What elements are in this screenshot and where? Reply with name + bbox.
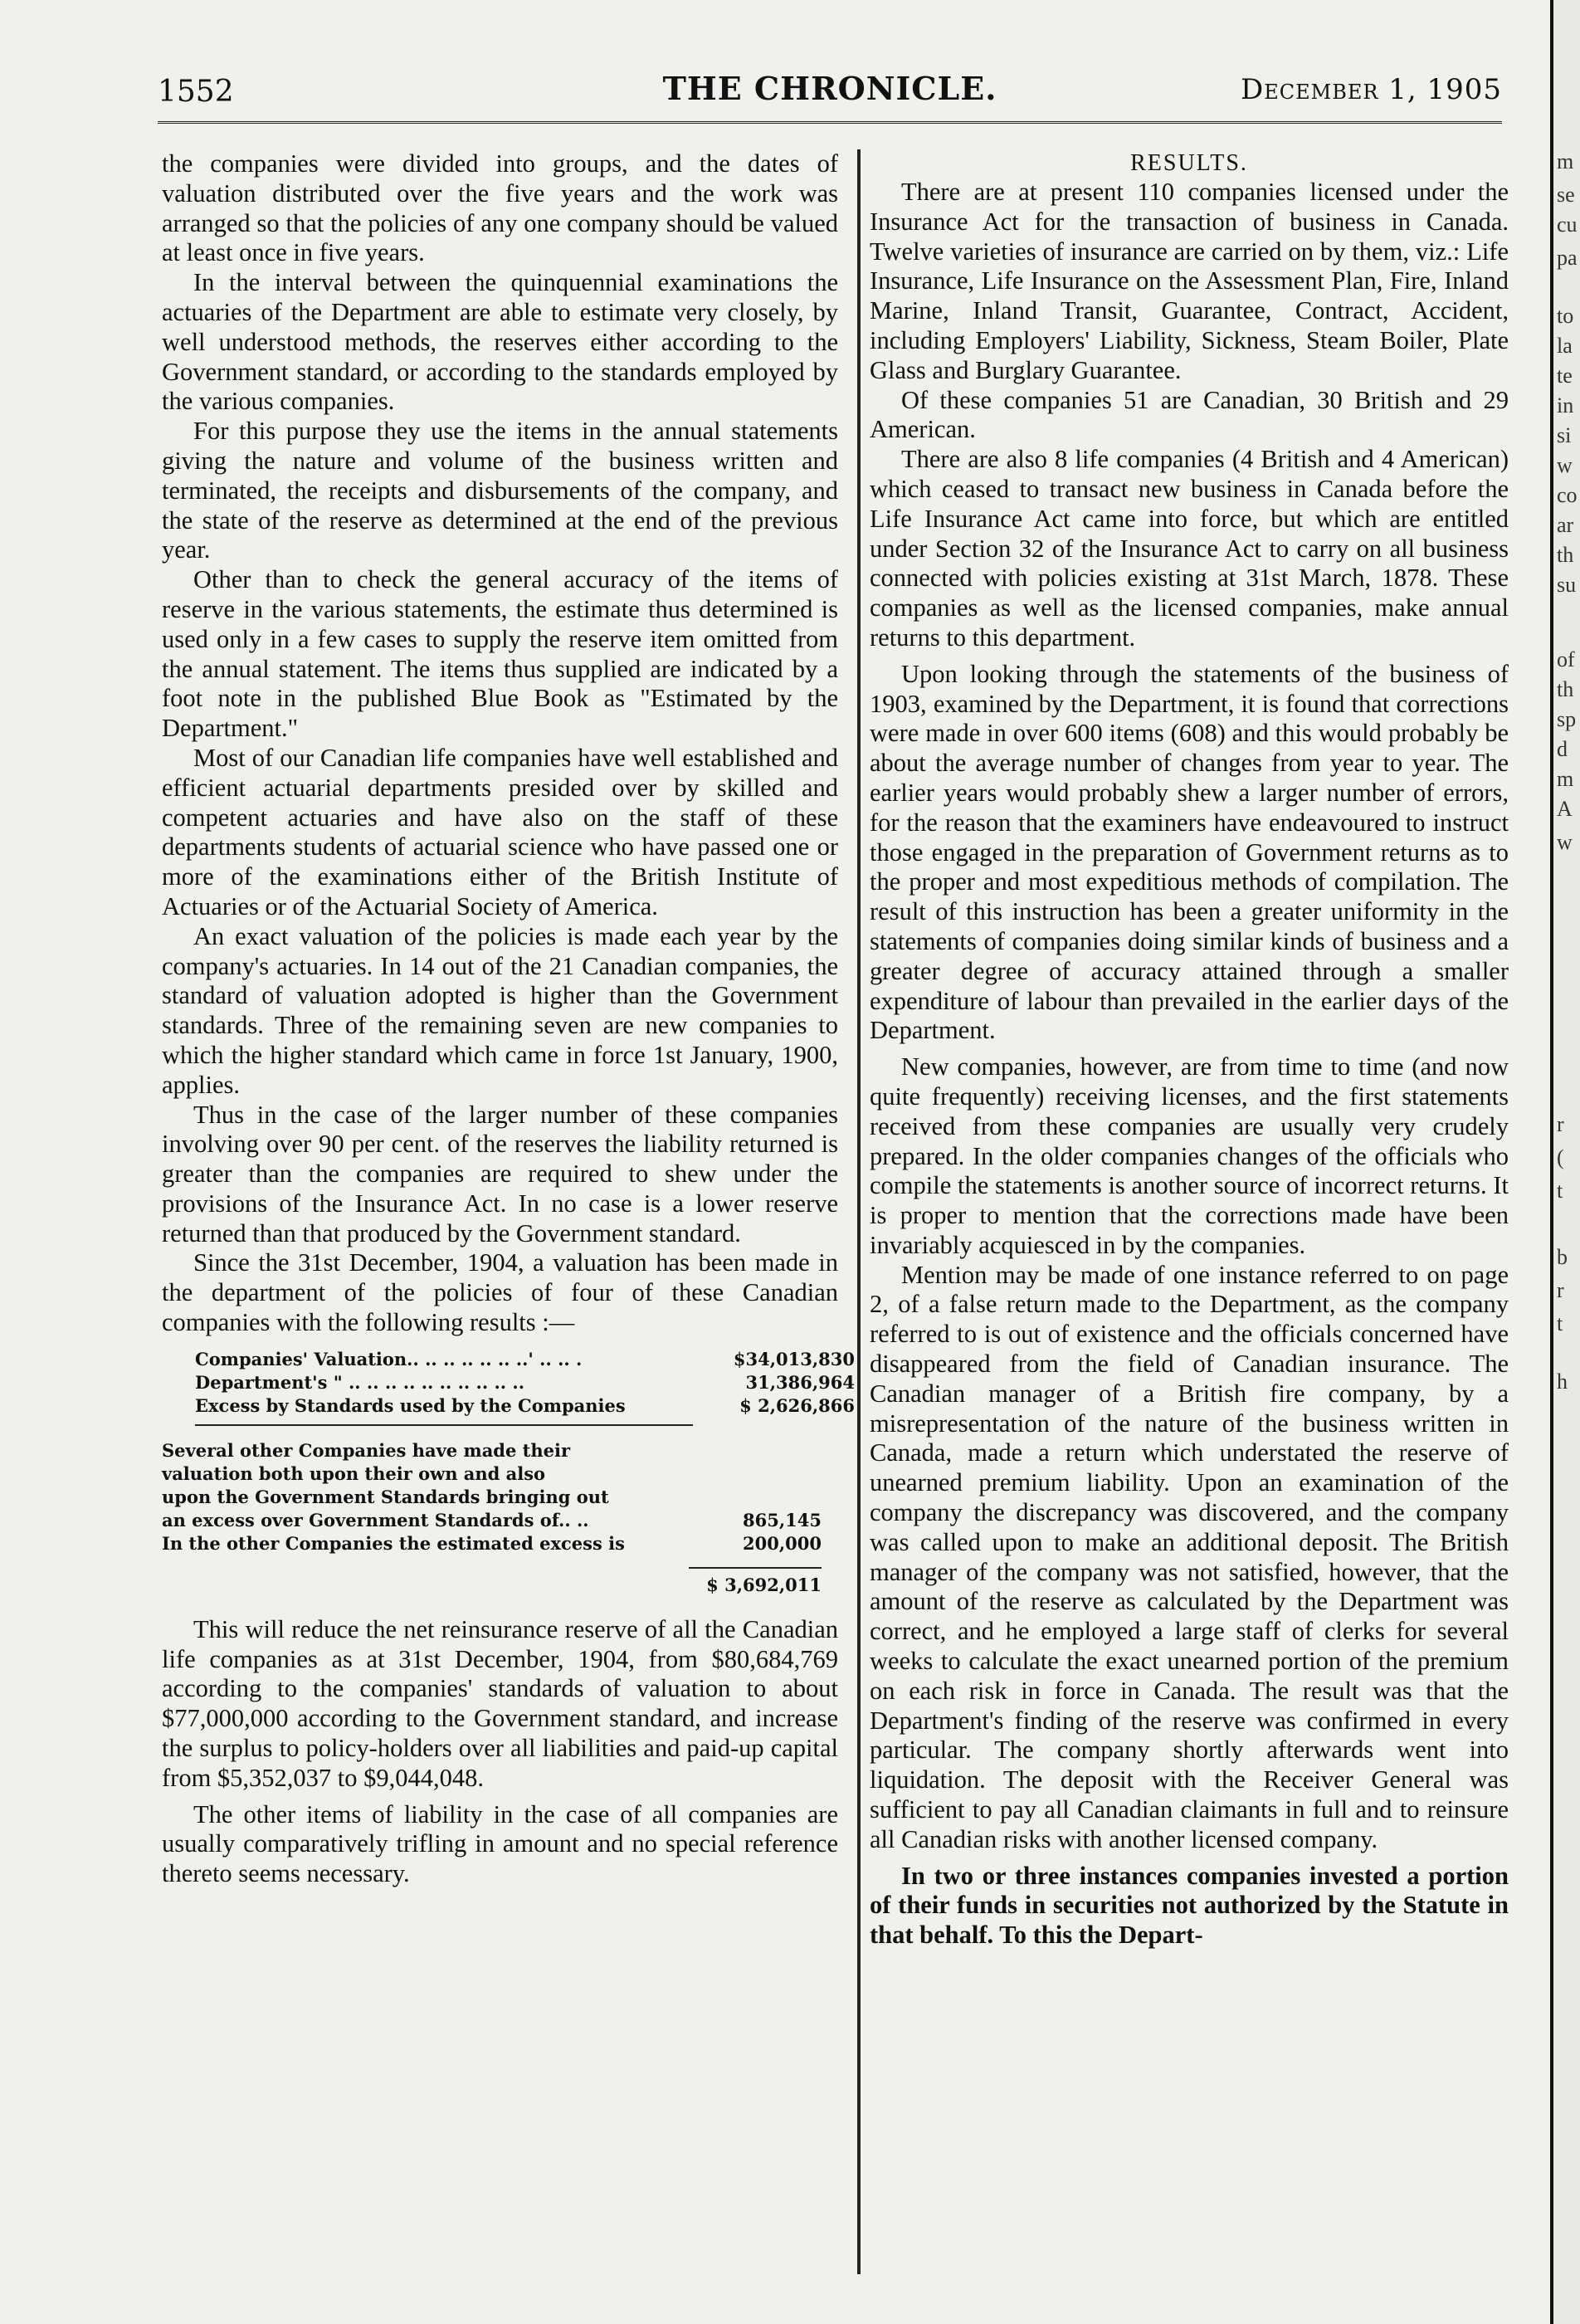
paragraph: There are also 8 life companies (4 British and 4 American) which ceased to transact new business in Canada before the Life Insurance Act came into force, but which are entitled under Section 32 of the Insurance Act to carry on all business connected with policies existing at 31st March, 1878. These companies as well as the licensed companies, make annual returns to this department. (870, 445, 1509, 652)
adjacent-page-fragment: in (1557, 393, 1574, 417)
right-column (870, 149, 1509, 1950)
paragraph: Thus in the case of the larger number of these companies involving over 90 per cent. of the reserves the liability returned is greater than the companies are required to shew under the provisions of the Insurance Act. In no case is a lower reserve returned than that produced by the Government standard. (162, 1100, 838, 1247)
paragraph: For this purpose they use the items in the annual statements giving the nature and volume of the business written and terminated, the receipts and disbursements of the company, and the state of the reserve as determined at the end of the previous year. (162, 417, 838, 564)
table-total: $ 3,692,011 (706, 1574, 822, 1595)
paragraph: Upon looking through the statements of the business of 1903, examined by the Department, it is found that corrections were made in over 600 items (608) and this would probably be about the average number of changes from year to year. The earlier years would probably shew a larger number of errors, for the reason that the examiners have endeavoured to instruct those engaged in the preparation of Government returns as to the proper and most expeditious methods of compilation. The result of this instruction has been a greater uniformity in the statements of companies doing similar kinds of business and a greater degree of accuracy attained through a smaller expenditure of labour than prevailed in the earlier days of the Department. (870, 659, 1509, 1045)
paragraph: This will reduce the net reinsurance reserve of all the Canadian life companies as at 31st December, 1904, from $80,684,769 according to the companies' standards of valuation to about $77,000,000 according to the Government standard, and increase the surplus to policy-holders over all liabilities and paid-up capital from $5,352,037 to $9,044,048. (162, 1614, 838, 1792)
adjacent-page-fragment: th (1557, 677, 1574, 701)
adjacent-page-fragment: r (1557, 1112, 1564, 1136)
adjacent-page-edge (1550, 0, 1580, 2324)
adjacent-page-fragment: se (1557, 183, 1575, 207)
table-line: Several other Companies have made their (162, 1439, 571, 1461)
paragraph: the companies were divided into groups, and the dates of valuation distributed over the five years and the work was arranged so that the policies of any one company should be valued at least once in five years. (162, 149, 838, 267)
paragraph: The other items of liability in the case of all companies are usually comparatively trifling in amount and no special reference thereto seems necessary. (162, 1799, 838, 1888)
adjacent-page-fragment: pa (1557, 246, 1578, 270)
page-header (158, 66, 1502, 116)
column-divider (857, 149, 861, 2274)
adjacent-page-fragment: t (1557, 1311, 1563, 1335)
paragraph: Mention may be made of one instance referred to on page 2, of a false return made to the Department, as the company referred to is out of existence and the officials concerned have disappeared from the field of Canadian insurance. The Canadian manager of a British fire company, by a misrepresentation of the nature of the business written in Canada, made a return which understated the reserve of unearned premium liability. Upon an examination of the company the discrepancy was discovered, and the company was called upon to make an additional deposit. The British manager of the company was not satisfied, however, that the amount of the reserve as calculated by the Department was correct, and he employed a large staff of clerks for several weeks to calculate the exact unearned portion of the premium on each risk in force in Canada. The result was that the Department's finding of the reserve was confirmed in every particular. The company shortly afterwards went into liquidation. The deposit with the Receiver General was sufficient to pay all Canadian claimants in full and to reinsure all Canadian risks with another licensed company. (870, 1260, 1509, 1853)
adjacent-page-fragment: b (1557, 1245, 1568, 1269)
adjacent-page-fragment: m (1557, 149, 1574, 173)
paragraph: Other than to check the general accuracy of the items of reserve in the various statements, the estimate thus determined is used only in a few cases to supply the reserve item omitted from the annual statement. The items thus supplied are indicated by a foot note in the published Blue Book as "Estimated by the Department." (162, 565, 838, 743)
adjacent-page-fragment: w (1557, 830, 1573, 854)
adjacent-page-fragment: ( (1557, 1145, 1564, 1169)
section-heading: RESULTS. (1130, 150, 1248, 176)
table-row: Companies' Valuation.. .. .. .. .. .. ..' .. .. . $34,013,830 (195, 1348, 855, 1370)
paragraph: New companies, however, are from time to time (and now quite frequently) receiving licenses, and the first statements received from these companies are usually very crudely prepared. In the older companies changes of the officials who compile the statements is another source of incorrect returns. It is proper to mention that the corrections made have been invariably acquiesced in by the companies. (870, 1052, 1509, 1259)
adjacent-page-fragment: co (1557, 483, 1578, 507)
adjacent-page-fragment: la (1557, 334, 1573, 358)
paragraph: There are at present 110 companies licensed under the Insurance Act for the transaction of business in Canada. Twelve varieties of insurance are carried on by them, viz.: Life Insurance, Life Insurance on the Assessment Plan, Fire, Inland Marine, Inland Transit, Guarantee, Contract, Accident, including Employers' Liability, Sickness, Steam Boiler, Plate Glass and Burglary Guarantee. (870, 178, 1509, 384)
table-rule (689, 1567, 822, 1569)
adjacent-page-fragment: su (1557, 573, 1577, 597)
adjacent-page-fragment: to (1557, 304, 1574, 328)
table-row: In the other Companies the estimated excess is 200,000 (162, 1532, 822, 1554)
adjacent-page-fragment: ar (1557, 513, 1574, 537)
paragraph: In the interval between the quinquennial examinations the actuaries of the Department are able to estimate very closely, by well understood methods, the reserves either according to the Government standard, or according to the standards employed by the various companies. (162, 268, 838, 416)
table-row: an excess over Government Standards of.. .. 865,145 (162, 1509, 822, 1531)
adjacent-page-fragment: m (1557, 767, 1574, 791)
paragraph: Most of our Canadian life companies have well established and efficient actuarial departments presided over by skilled and competent actuaries and have also on the staff of these departments students of actuarial science who have passed one or more of the examinations either of the British Institute of Actuaries or of the Actuarial Society of America. (162, 743, 838, 920)
table-row: Excess by Standards used by the Companies $ 2,626,866 (195, 1394, 855, 1416)
page-number: 1552 (158, 75, 234, 109)
table-line: upon the Government Standards bringing out (162, 1486, 609, 1507)
adjacent-page-fragment: sp (1557, 707, 1577, 731)
header-rule (158, 121, 1502, 124)
adjacent-page-fragment: A (1557, 797, 1573, 821)
adjacent-page-fragment: te (1557, 364, 1573, 388)
adjacent-page-fragment: cu (1557, 212, 1578, 237)
paragraph: Of these companies 51 are Canadian, 30 British and 29 American. (870, 385, 1509, 444)
left-column (162, 149, 855, 1889)
excess-table (162, 1439, 822, 1597)
table-row: Department's " .. .. .. .. .. .. .. .. .. .. 31,386,964 (195, 1371, 855, 1393)
adjacent-page-fragment: w (1557, 453, 1573, 477)
paragraph: Since the 31st December, 1904, a valuation has been made in the department of the policies of four of these Canadian companies with the following results :— (162, 1248, 838, 1337)
table-line: valuation both upon their own and also (162, 1462, 546, 1484)
valuation-table (195, 1348, 855, 1426)
adjacent-page-fragment: t (1557, 1179, 1563, 1203)
adjacent-page-fragment: d (1557, 737, 1568, 761)
issue-date: December 1, 1905 (1240, 73, 1502, 106)
adjacent-page-fragment: of (1557, 647, 1575, 671)
paragraph: An exact valuation of the policies is made each year by the company's actuaries. In 14 out of the 21 Canadian companies, the standard of valuation adopted is higher than the Government standards. Three of the remaining seven are new companies to which the higher standard which came in force 1st January, 1900, applies. (162, 921, 838, 1099)
adjacent-page-fragment: h (1557, 1370, 1568, 1394)
paragraph: In two or three instances companies invested a portion of their funds in securities not authorized by the Statute in that behalf. To this the Depart- (870, 1861, 1509, 1950)
table-rule (195, 1424, 693, 1426)
adjacent-page-fragment: r (1557, 1278, 1564, 1302)
publication-title: THE CHRONICLE. (662, 70, 997, 107)
adjacent-page-fragment: si (1557, 423, 1572, 447)
adjacent-page-fragment: th (1557, 543, 1574, 567)
